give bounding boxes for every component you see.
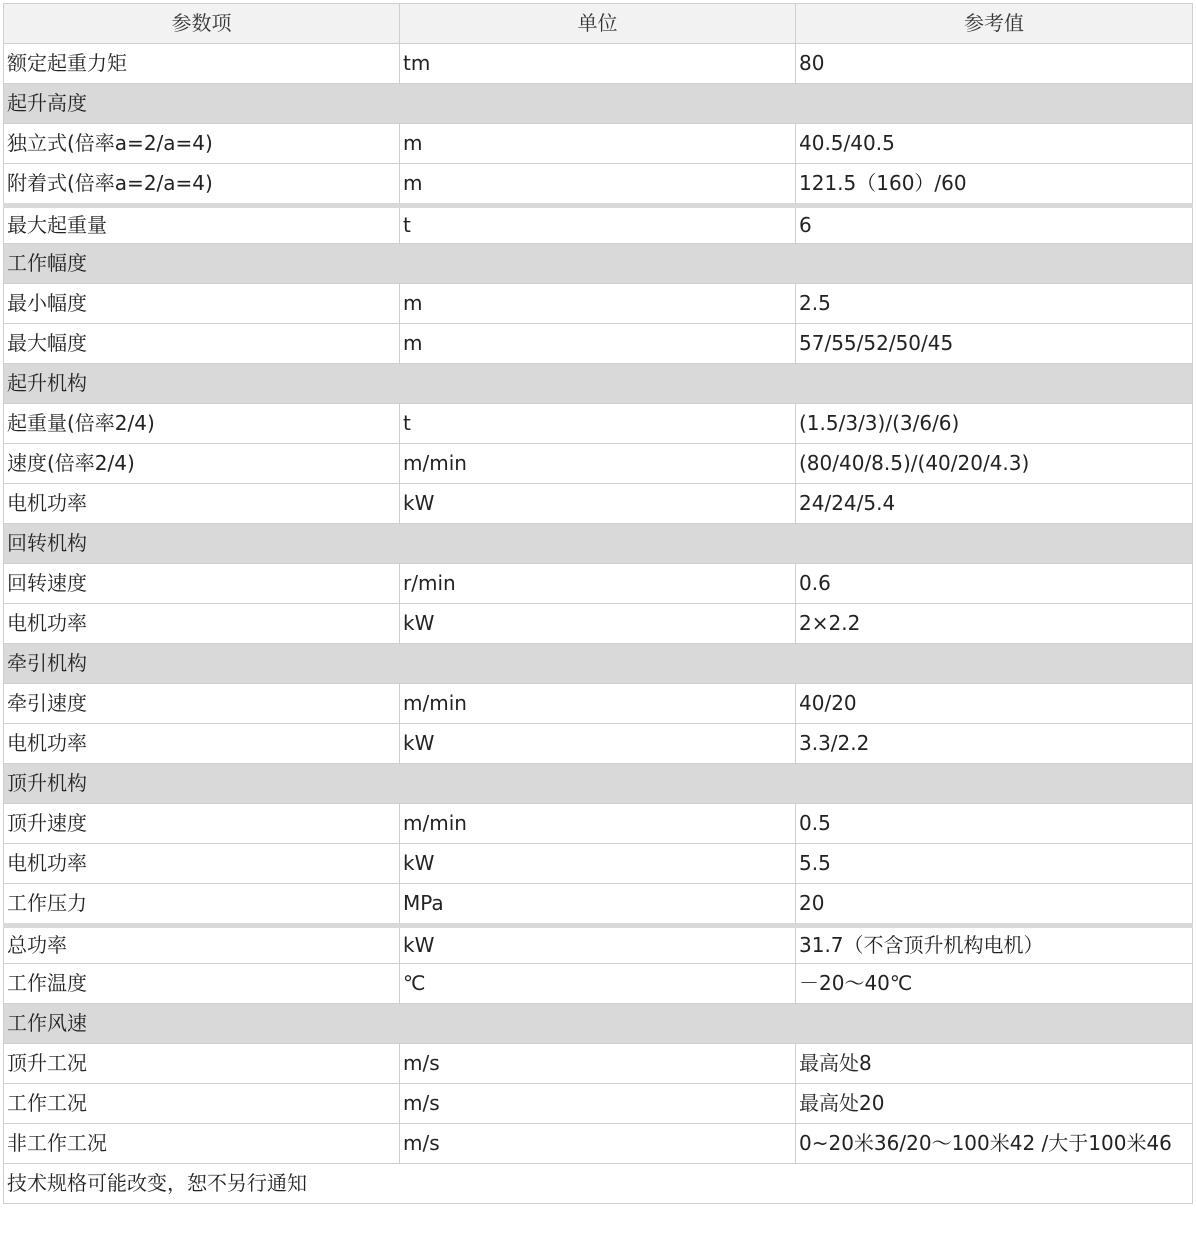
unit-cell: m/s bbox=[400, 1044, 796, 1084]
table-body bbox=[4, 44, 1193, 1204]
value-cell: 2.5 bbox=[796, 284, 1193, 324]
param-cell: 最大起重量 bbox=[4, 206, 400, 244]
unit-cell: kW bbox=[400, 604, 796, 644]
param-cell: 额定起重力矩 bbox=[4, 44, 400, 84]
section-title: 工作风速 bbox=[4, 1004, 1193, 1044]
value-cell: 80 bbox=[796, 44, 1193, 84]
section-row bbox=[4, 524, 1193, 564]
param-cell: 回转速度 bbox=[4, 564, 400, 604]
value-cell: 最高处20 bbox=[796, 1084, 1193, 1124]
unit-cell: kW bbox=[400, 926, 796, 964]
unit-cell: m/s bbox=[400, 1124, 796, 1164]
param-cell: 最大幅度 bbox=[4, 324, 400, 364]
table-row bbox=[4, 124, 1193, 164]
table-row bbox=[4, 684, 1193, 724]
unit-cell: m bbox=[400, 124, 796, 164]
section-title: 顶升机构 bbox=[4, 764, 1193, 804]
param-cell: 附着式(倍率a=2/a=4) bbox=[4, 164, 400, 206]
unit-cell: kW bbox=[400, 724, 796, 764]
value-cell: 5.5 bbox=[796, 844, 1193, 884]
unit-cell: tm bbox=[400, 44, 796, 84]
section-row bbox=[4, 244, 1193, 284]
table-row bbox=[4, 884, 1193, 926]
value-cell: (1.5/3/3)/(3/6/6) bbox=[796, 404, 1193, 444]
value-cell: 24/24/5.4 bbox=[796, 484, 1193, 524]
table-row bbox=[4, 44, 1193, 84]
unit-cell: m/min bbox=[400, 444, 796, 484]
unit-cell: MPa bbox=[400, 884, 796, 926]
header-value: 参考值 bbox=[796, 4, 1193, 44]
value-cell: 6 bbox=[796, 206, 1193, 244]
table-row bbox=[4, 324, 1193, 364]
header-param: 参数项 bbox=[4, 4, 400, 44]
section-title: 回转机构 bbox=[4, 524, 1193, 564]
param-cell: 工作工况 bbox=[4, 1084, 400, 1124]
param-cell: 最小幅度 bbox=[4, 284, 400, 324]
param-cell: 电机功率 bbox=[4, 844, 400, 884]
value-cell: 40.5/40.5 bbox=[796, 124, 1193, 164]
unit-cell: kW bbox=[400, 844, 796, 884]
value-cell: 最高处8 bbox=[796, 1044, 1193, 1084]
unit-cell: t bbox=[400, 206, 796, 244]
section-row bbox=[4, 764, 1193, 804]
param-cell: 顶升工况 bbox=[4, 1044, 400, 1084]
table-row bbox=[4, 484, 1193, 524]
table-row bbox=[4, 206, 1193, 244]
table-row bbox=[4, 444, 1193, 484]
table-row bbox=[4, 1044, 1193, 1084]
value-cell: 3.3/2.2 bbox=[796, 724, 1193, 764]
table-row bbox=[4, 284, 1193, 324]
unit-cell: t bbox=[400, 404, 796, 444]
section-row bbox=[4, 1004, 1193, 1044]
unit-cell: m bbox=[400, 164, 796, 206]
unit-cell: kW bbox=[400, 484, 796, 524]
param-cell: 独立式(倍率a=2/a=4) bbox=[4, 124, 400, 164]
param-cell: 电机功率 bbox=[4, 604, 400, 644]
footnote: 技术规格可能改变，恕不另行通知 bbox=[4, 1164, 1193, 1204]
table-row bbox=[4, 404, 1193, 444]
value-cell: 20 bbox=[796, 884, 1193, 926]
unit-cell: m bbox=[400, 324, 796, 364]
value-cell: 2×2.2 bbox=[796, 604, 1193, 644]
value-cell: 0.6 bbox=[796, 564, 1193, 604]
table-row bbox=[4, 964, 1193, 1004]
value-cell: 31.7（不含顶升机构电机） bbox=[796, 926, 1193, 964]
table-row bbox=[4, 1084, 1193, 1124]
param-cell: 速度(倍率2/4) bbox=[4, 444, 400, 484]
table-row bbox=[4, 804, 1193, 844]
table-row bbox=[4, 164, 1193, 206]
param-cell: 电机功率 bbox=[4, 484, 400, 524]
param-cell: 非工作工况 bbox=[4, 1124, 400, 1164]
value-cell: 0.5 bbox=[796, 804, 1193, 844]
table-row bbox=[4, 724, 1193, 764]
param-cell: 起重量(倍率2/4) bbox=[4, 404, 400, 444]
param-cell: 总功率 bbox=[4, 926, 400, 964]
value-cell: 57/55/52/50/45 bbox=[796, 324, 1193, 364]
section-row bbox=[4, 84, 1193, 124]
unit-cell: ℃ bbox=[400, 964, 796, 1004]
unit-cell: m/min bbox=[400, 684, 796, 724]
table-header bbox=[4, 4, 1193, 44]
unit-cell: m bbox=[400, 284, 796, 324]
value-cell: 121.5（160）/60 bbox=[796, 164, 1193, 206]
unit-cell: m/s bbox=[400, 1084, 796, 1124]
note-row bbox=[4, 1164, 1193, 1204]
section-title: 起升机构 bbox=[4, 364, 1193, 404]
header-row bbox=[4, 4, 1193, 44]
param-cell: 工作温度 bbox=[4, 964, 400, 1004]
table-row bbox=[4, 1124, 1193, 1164]
param-cell: 电机功率 bbox=[4, 724, 400, 764]
section-title: 工作幅度 bbox=[4, 244, 1193, 284]
table-row bbox=[4, 604, 1193, 644]
value-cell: 0~20米36/20～100米42 /大于100米46 bbox=[796, 1124, 1193, 1164]
table-row bbox=[4, 926, 1193, 964]
unit-cell: m/min bbox=[400, 804, 796, 844]
table-row bbox=[4, 564, 1193, 604]
header-unit: 单位 bbox=[400, 4, 796, 44]
value-cell: (80/40/8.5)/(40/20/4.3) bbox=[796, 444, 1193, 484]
param-cell: 顶升速度 bbox=[4, 804, 400, 844]
section-title: 牵引机构 bbox=[4, 644, 1193, 684]
section-title: 起升高度 bbox=[4, 84, 1193, 124]
section-row bbox=[4, 644, 1193, 684]
unit-cell: r/min bbox=[400, 564, 796, 604]
value-cell: 40/20 bbox=[796, 684, 1193, 724]
param-cell: 工作压力 bbox=[4, 884, 400, 926]
param-cell: 牵引速度 bbox=[4, 684, 400, 724]
value-cell: －20～40℃ bbox=[796, 964, 1193, 1004]
spec-table bbox=[3, 3, 1193, 1204]
table-row bbox=[4, 844, 1193, 884]
section-row bbox=[4, 364, 1193, 404]
